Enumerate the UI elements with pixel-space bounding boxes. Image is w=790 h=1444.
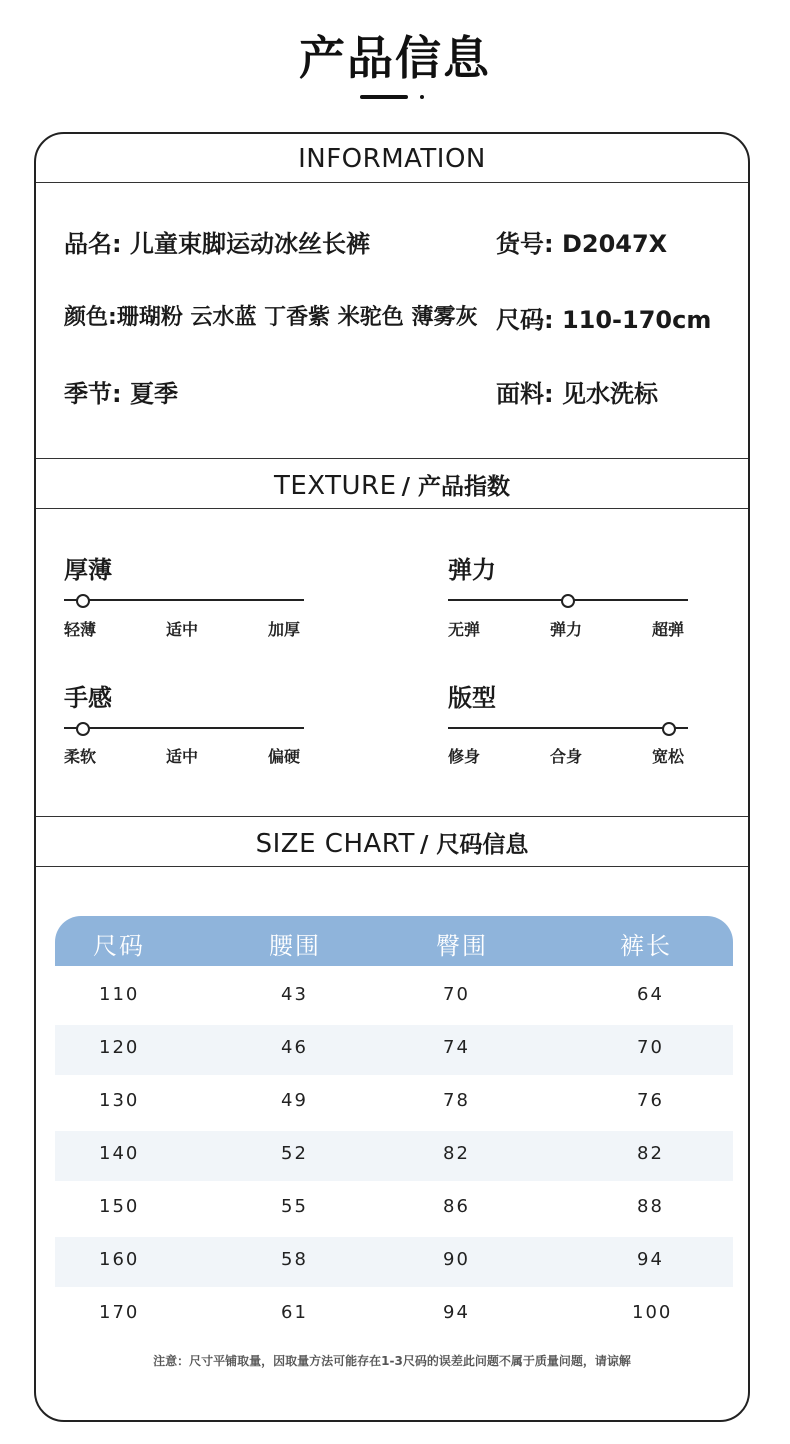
cell-waist: 55 [281,1196,308,1217]
table-row [55,1184,733,1234]
fit-label-high: 宽松 [652,747,685,766]
product-sku-value: D2047X [561,230,668,258]
texture-title-fit: 版型 [448,684,496,712]
cell-waist: 46 [281,1037,308,1058]
elasticity-label-low: 无弹 [448,620,481,639]
cell-waist: 52 [281,1143,308,1164]
feel-label-low: 柔软 [64,747,97,766]
table-row [55,1290,733,1340]
size-chart-title-cn: / 尺码信息 [419,832,529,858]
product-colors [64,300,477,331]
size-note: 注意：尺寸平铺取量，因取量方法可能存在1-3尺码的误差此问题不属于质量问题，请谅解 [153,1354,631,1368]
cell-size: 170 [99,1302,140,1323]
table-row [55,1237,733,1287]
title-decoration [360,95,408,99]
thickness-scale-knob [76,594,90,608]
product-season-value: 夏季 [129,380,178,408]
table-row [55,1131,733,1181]
thickness-label-low: 轻薄 [64,620,97,639]
cell-length: 76 [637,1090,664,1111]
cell-size: 120 [99,1037,140,1058]
product-size-range [496,300,711,335]
header-size: 尺码 [93,932,145,960]
cell-waist: 61 [281,1302,308,1323]
cell-waist: 58 [281,1249,308,1270]
size-table-header [55,916,733,966]
texture-title-cn: / 产品指数 [401,474,511,500]
product-season-label: 季节: [64,380,130,408]
title-decoration-dot [420,95,424,99]
product-name-label: 品名: [64,230,130,258]
product-size-label: 尺码: [496,306,562,334]
cell-hip: 90 [443,1249,470,1270]
thickness-label-mid: 适中 [166,620,199,639]
fit-label-mid: 合身 [550,747,583,766]
thickness-scale-track [64,599,304,601]
information-heading [36,144,748,174]
cell-size: 110 [99,984,140,1005]
header-waist: 腰围 [269,932,321,960]
product-sku [496,224,667,259]
texture-title-en: TEXTURE [273,471,397,501]
cell-length: 82 [637,1143,664,1164]
size-chart-title-en: SIZE CHART [255,829,415,859]
divider [36,816,748,817]
product-fabric [496,374,658,409]
divider [36,458,748,459]
header-length: 裤长 [620,932,672,960]
product-info-card [34,132,750,1422]
elasticity-label-mid: 弹力 [550,620,583,639]
divider [36,866,748,867]
cell-hip: 74 [443,1037,470,1058]
thickness-label-high: 加厚 [268,620,301,639]
product-colors-label: 颜色: [64,305,117,330]
header-hip: 臀围 [436,932,488,960]
cell-length: 100 [632,1302,673,1323]
cell-hip: 86 [443,1196,470,1217]
page-title: 产品信息 [299,31,491,85]
fit-scale-track [448,727,688,729]
product-name-value: 儿童束脚运动冰丝长裤 [129,230,370,258]
cell-hip: 70 [443,984,470,1005]
fit-label-low: 修身 [448,747,481,766]
elasticity-label-high: 超弹 [652,620,685,639]
divider [36,508,748,509]
feel-label-mid: 适中 [166,747,199,766]
product-fabric-value: 见水洗标 [561,380,658,408]
cell-hip: 78 [443,1090,470,1111]
table-row [55,1025,733,1075]
product-name [64,224,370,259]
product-season [64,374,178,409]
fit-scale-knob [662,722,676,736]
product-fabric-label: 面料: [496,380,562,408]
cell-size: 140 [99,1143,140,1164]
cell-hip: 94 [443,1302,470,1323]
texture-title-elasticity: 弹力 [448,556,496,584]
cell-waist: 43 [281,984,308,1005]
cell-length: 64 [637,984,664,1005]
size-chart-heading [36,826,748,859]
product-sku-label: 货号: [496,230,562,258]
cell-length: 88 [637,1196,664,1217]
cell-length: 94 [637,1249,664,1270]
texture-title-feel: 手感 [64,684,112,712]
cell-hip: 82 [443,1143,470,1164]
feel-scale-knob [76,722,90,736]
cell-waist: 49 [281,1090,308,1111]
cell-size: 130 [99,1090,140,1111]
elasticity-scale-knob [561,594,575,608]
divider [36,182,748,183]
product-size-value: 110-170cm [561,306,712,334]
table-row [55,1078,733,1128]
product-colors-value: 珊瑚粉 云水蓝 丁香紫 米驼色 薄雾灰 [116,305,478,330]
cell-size: 150 [99,1196,140,1217]
feel-label-high: 偏硬 [268,747,301,766]
texture-heading [36,468,748,501]
elasticity-scale-track [448,599,688,601]
feel-scale-track [64,727,304,729]
information-title: INFORMATION [298,144,486,174]
texture-title-thickness: 厚薄 [64,556,112,584]
cell-length: 70 [637,1037,664,1058]
table-row [55,972,733,1022]
cell-size: 160 [99,1249,140,1270]
